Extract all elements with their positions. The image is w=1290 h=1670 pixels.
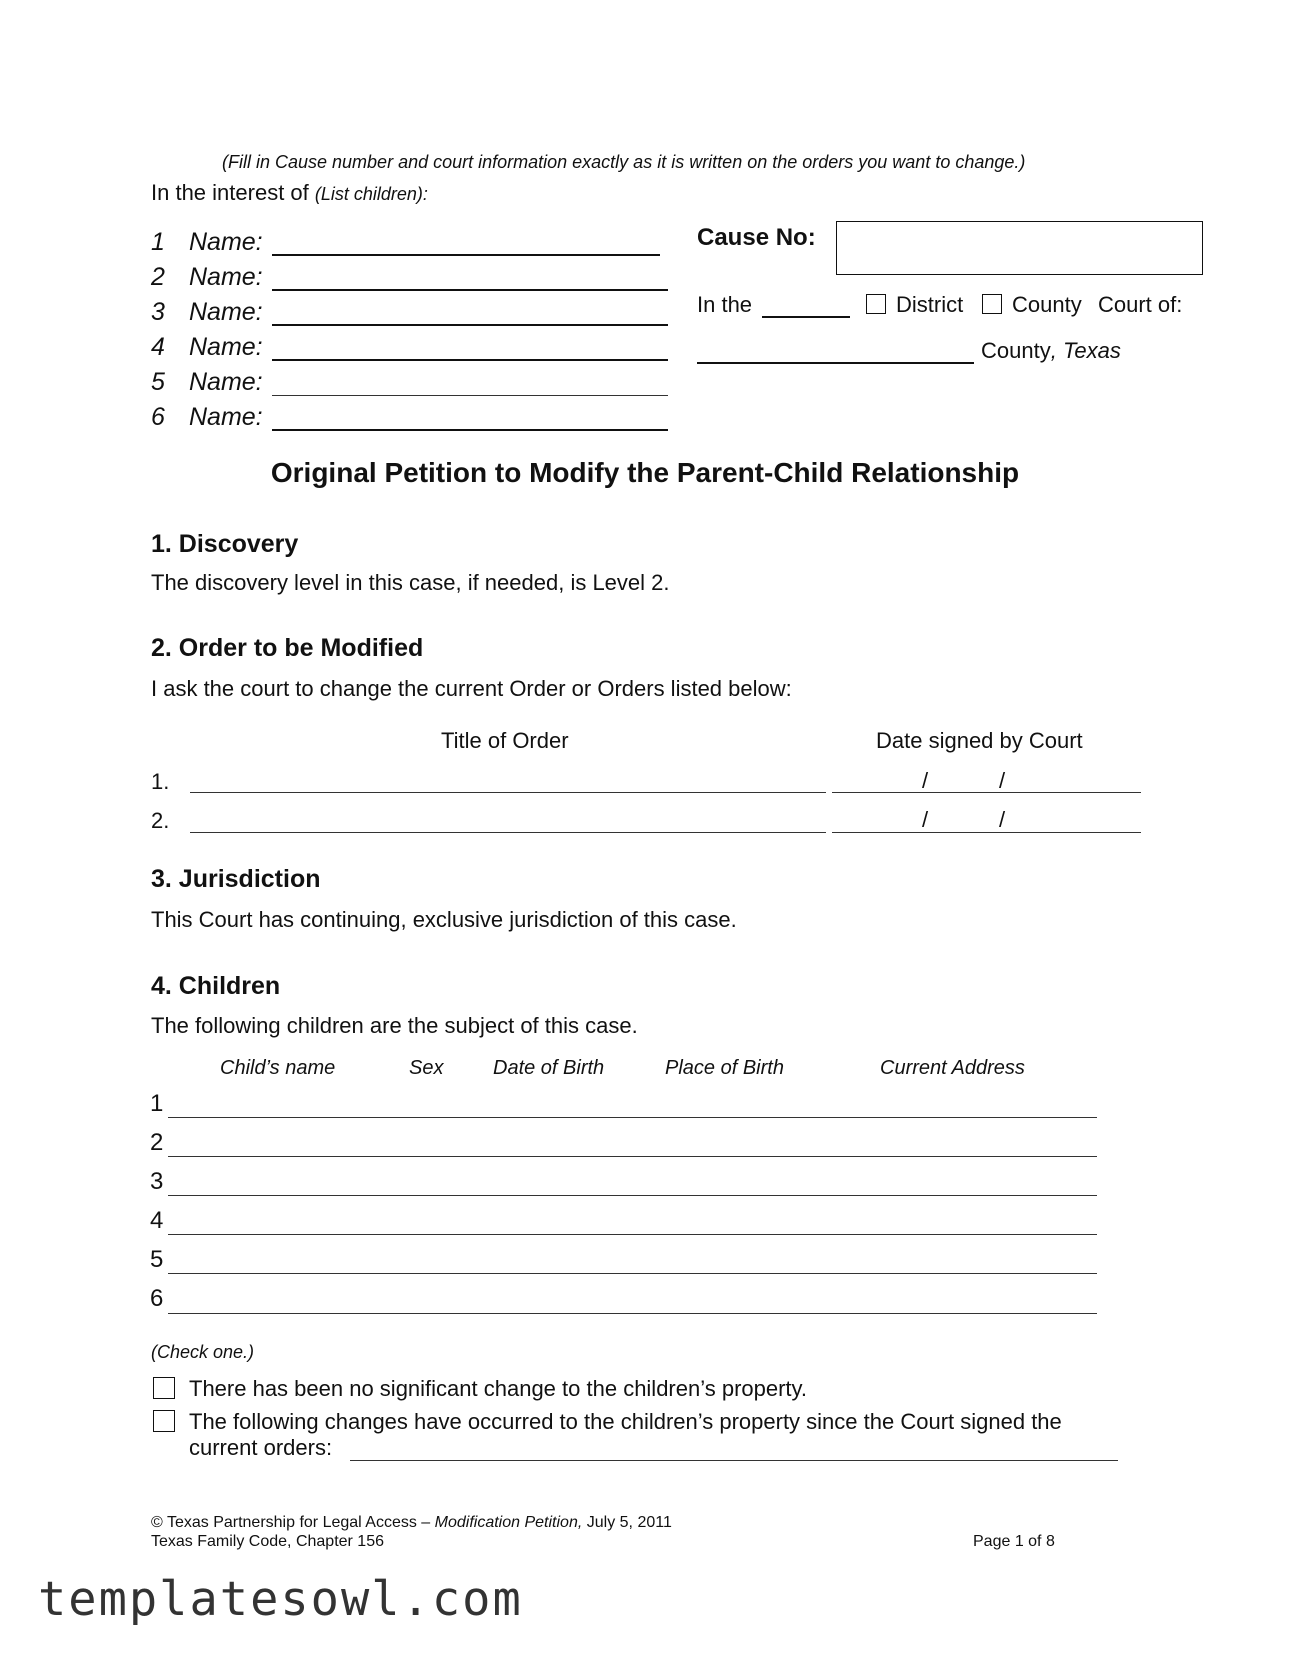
changes-description-field[interactable] [350, 1460, 1118, 1461]
children-col-sex: Sex [409, 1057, 444, 1079]
district-label: District [896, 292, 964, 317]
court-in-the-label: In the [697, 292, 753, 317]
footer-copyright-line [151, 1514, 672, 1532]
child-name-label: Name: [189, 228, 263, 256]
no-change-option-label: There has been no significant change to the children’s property. [189, 1376, 808, 1401]
county-texas-suffix: , Texas [1050, 338, 1121, 363]
no-change-checkbox[interactable] [153, 1377, 175, 1399]
county-checkbox[interactable] [982, 294, 1002, 314]
children-row-number: 1 [150, 1090, 164, 1117]
children-col-pob: Place of Birth [665, 1057, 784, 1079]
section-jurisdiction-heading: 3. Jurisdiction [151, 865, 321, 893]
court-number-field[interactable] [762, 316, 850, 318]
section-children-text: The following children are the subject of this case. [151, 1013, 638, 1038]
children-row-field[interactable] [168, 1195, 1097, 1196]
children-row-field[interactable] [168, 1117, 1097, 1118]
county-texas-label [981, 338, 1121, 364]
district-checkbox[interactable] [866, 294, 886, 314]
cause-number-label: Cause No: [697, 224, 816, 251]
order-row-number: 2. [151, 808, 170, 833]
section-order-text: I ask the court to change the current Order or Orders listed below: [151, 676, 792, 701]
section-discovery-heading: 1. Discovery [151, 530, 299, 558]
county-name-field[interactable] [697, 362, 974, 364]
court-of-label: Court of: [1098, 292, 1183, 317]
document-title: Original Petition to Modify the Parent-Child Relationship [270, 457, 1020, 488]
children-row-number: 3 [150, 1168, 164, 1195]
order-row-number: 1. [151, 769, 170, 794]
child-name-label: Name: [189, 298, 263, 326]
children-row-number: 5 [150, 1246, 164, 1273]
children-col-dob: Date of Birth [493, 1057, 605, 1079]
footer-copyright: © Texas Partnership for Legal Access – [151, 1514, 431, 1531]
child-name-number: 6 [151, 403, 165, 431]
child-name-number: 2 [151, 263, 165, 291]
child-name-label: Name: [189, 263, 263, 291]
county-texas-prefix: County [981, 338, 1051, 363]
order-title-field[interactable] [190, 792, 826, 793]
section-discovery-text: The discovery level in this case, if needed, is Level 2. [151, 570, 670, 595]
date-separator: / [922, 807, 929, 832]
children-row-field[interactable] [168, 1234, 1097, 1235]
changes-checkbox[interactable] [153, 1410, 175, 1432]
children-row-field[interactable] [168, 1273, 1097, 1274]
child-name-number: 5 [151, 368, 165, 396]
child-name-field-4[interactable] [272, 359, 668, 361]
child-name-field-1[interactable] [272, 254, 660, 256]
section-jurisdiction-text: This Court has continuing, exclusive jurisdiction of this case. [151, 907, 737, 932]
children-col-name: Child’s name [220, 1057, 336, 1079]
site-watermark: templatesowl.com [38, 1572, 523, 1627]
footer-doc-name: Modification Petition, [434, 1514, 583, 1531]
check-one-note: (Check one.) [151, 1342, 255, 1362]
interest-line [151, 180, 428, 206]
footer-code: Texas Family Code, Chapter 156 [151, 1533, 384, 1550]
interest-hint: (List children): [314, 184, 428, 204]
county-label: County [1012, 292, 1082, 317]
order-date-column-header: Date signed by Court [876, 728, 1083, 753]
cause-number-input[interactable] [836, 221, 1203, 275]
child-name-label: Name: [189, 333, 263, 361]
child-name-number: 1 [151, 228, 165, 256]
section-order-heading: 2. Order to be Modified [151, 634, 424, 662]
order-date-field[interactable] [832, 832, 1141, 833]
changes-option-label-cont: current orders: [189, 1435, 333, 1460]
children-row-field[interactable] [168, 1313, 1097, 1314]
child-name-field-3[interactable] [272, 324, 668, 326]
interest-prefix: In the interest of [151, 180, 309, 205]
children-row-number: 2 [150, 1129, 164, 1156]
section-children-heading: 4. Children [151, 972, 281, 1000]
page-number: Page 1 of 8 [973, 1533, 1055, 1550]
child-name-field-5[interactable] [272, 395, 668, 396]
footer-date: July 5, 2011 [586, 1514, 672, 1531]
changes-option-label: The following changes have occurred to the children’s property since the Court signed the [189, 1409, 1062, 1434]
order-title-field[interactable] [190, 832, 826, 833]
child-name-label: Name: [189, 403, 263, 431]
child-name-number: 3 [151, 298, 165, 326]
order-date-field[interactable] [832, 792, 1141, 793]
instruction-note: (Fill in Cause number and court information exactly as it is written on the orders you want to change.) [222, 152, 1026, 172]
date-separator: / [922, 768, 929, 793]
date-separator: / [999, 807, 1006, 832]
child-name-number: 4 [151, 333, 165, 361]
date-separator: / [999, 768, 1006, 793]
child-name-field-2[interactable] [272, 289, 668, 291]
child-name-label: Name: [189, 368, 263, 396]
children-row-field[interactable] [168, 1156, 1097, 1157]
child-name-field-6[interactable] [272, 429, 668, 431]
children-row-number: 4 [150, 1207, 164, 1234]
order-title-column-header: Title of Order [441, 728, 569, 753]
children-row-number: 6 [150, 1285, 164, 1312]
children-col-address: Current Address [880, 1057, 1025, 1079]
